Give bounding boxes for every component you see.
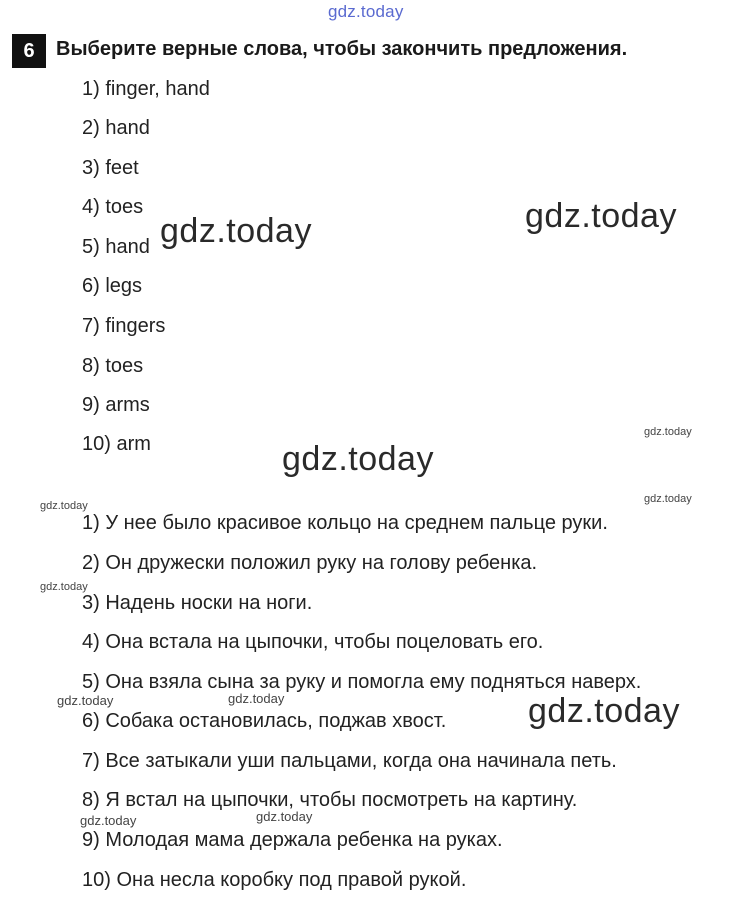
watermark: gdz.today [528,692,680,730]
answer-item: 7) fingers [82,315,166,337]
answer-item: 4) toes [82,196,144,218]
translation-item: 1) У нее было красивое кольцо на среднем пальце руки. [82,512,608,534]
translation-item: 2) Он дружески положил руку на голову ребенка. [82,552,538,574]
watermark: gdz.today [160,212,312,250]
answer-item: 8) toes [82,355,144,377]
watermark-small: gdz.today [40,581,88,593]
translation-item: 9) Молодая мама держала ребенка на руках. [82,829,503,851]
watermark-small: gdz.today [80,813,137,828]
watermark-small: gdz.today [228,691,285,706]
watermark: gdz.today [282,440,434,478]
watermark-small: gdz.today [644,493,692,505]
translation-item: 7) Все затыкали уши пальцами, когда она начинала петь. [82,750,617,772]
answer-item: 9) arms [82,394,150,416]
translation-item: 8) Я встал на цыпочки, чтобы посмотреть на картину. [82,789,578,811]
translation-item: 5) Она взяла сына за руку и помогла ему подняться наверх. [82,671,642,693]
answer-item: 2) hand [82,117,150,139]
answer-item: 1) finger, hand [82,78,210,100]
watermark: gdz.today [525,197,677,235]
answer-item: 6) legs [82,275,143,297]
answer-item: 5) hand [82,236,150,258]
watermark-small: gdz.today [57,693,114,708]
task-title: Выберите верные слова, чтобы закончить предложения. [56,38,628,60]
watermark-small: gdz.today [40,500,88,512]
watermark-small: gdz.today [644,426,692,438]
answer-item: 10) arm [82,433,151,455]
translation-item: 6) Собака остановилась, поджав хвост. [82,710,447,732]
watermark-small: gdz.today [256,809,313,824]
translation-item: 3) Надень носки на ноги. [82,592,313,614]
task-number-badge: 6 [12,34,46,68]
answer-item: 3) feet [82,157,139,179]
translation-item: 10) Она несла коробку под правой рукой. [82,869,467,891]
site-watermark: gdz.today [328,2,404,21]
translation-item: 4) Она встала на цыпочки, чтобы поцеловать его. [82,631,544,653]
